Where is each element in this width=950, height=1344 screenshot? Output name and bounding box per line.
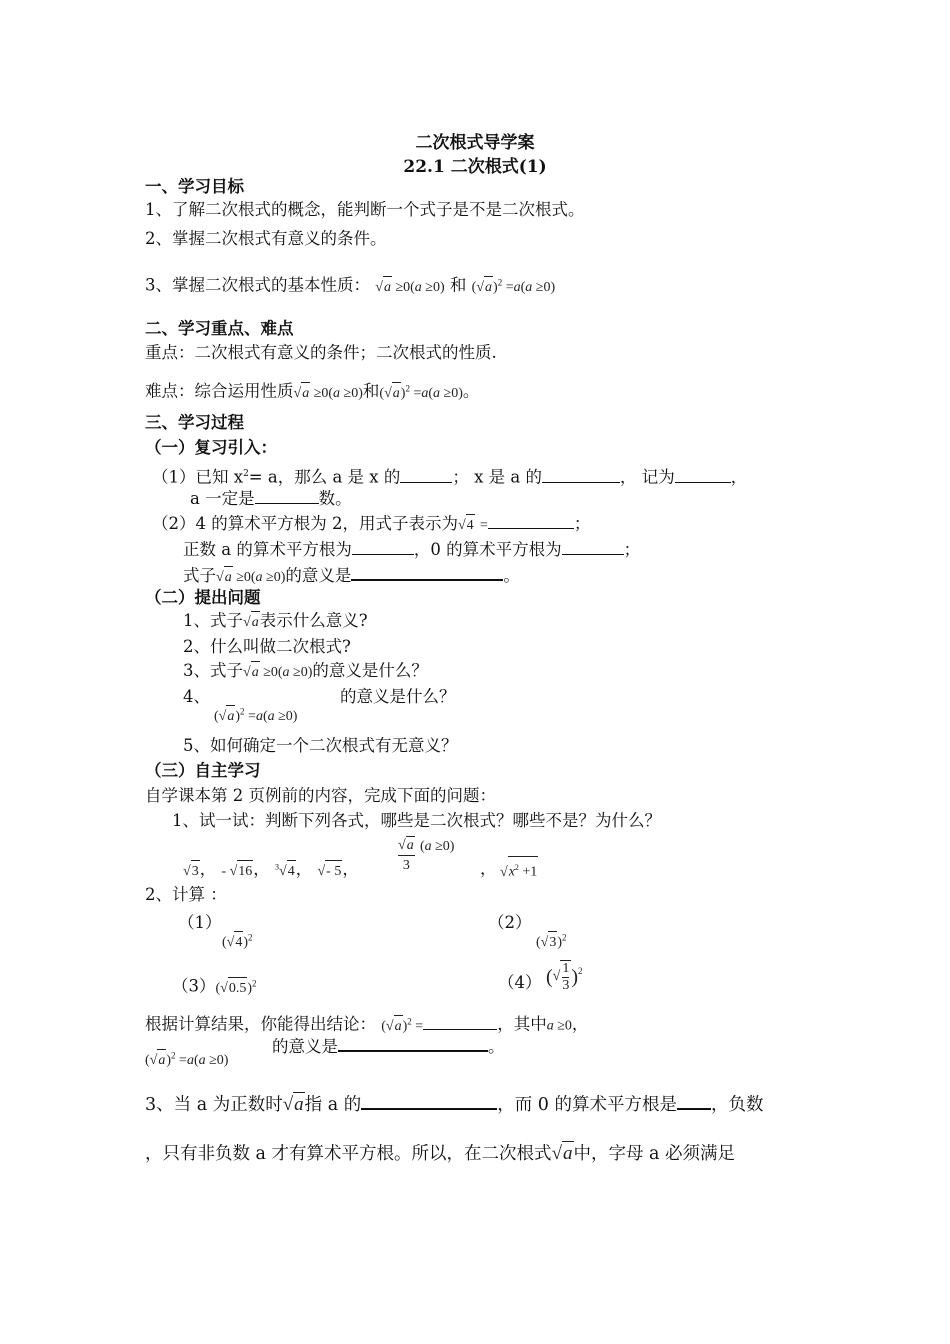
part-heading-selfstudy: （三）自主学习 — [145, 761, 261, 780]
difficult-point — [145, 377, 479, 405]
comma: ， — [342, 859, 359, 879]
q1-text-d: ， 记为 — [619, 467, 675, 487]
conclusion-text-e: 。 — [488, 1037, 505, 1056]
review-question-2 — [152, 512, 590, 537]
question-item-4-formula — [214, 700, 297, 728]
comma: ， — [295, 859, 313, 879]
conclusion-text-a: 根据计算结果，你能得出结论： — [145, 1014, 376, 1034]
blank-q1-1[interactable] — [400, 466, 452, 483]
question-3-line-2 — [145, 1141, 735, 1166]
question-item-4-text: 的意义是什么？ — [340, 687, 456, 706]
blank-q2-1[interactable] — [488, 512, 574, 529]
comma: ， — [253, 859, 270, 879]
difficult-point-and: 和 — [362, 381, 380, 401]
try-it: 1、试一试：判断下列各式，哪些是二次根式？哪些不是？为什么？ — [172, 811, 661, 830]
page-subtitle: 22.1 二次根式(1) — [403, 157, 547, 177]
conclusion-text-d: 的意义是 — [272, 1037, 338, 1056]
formula-sqrt-a-nonneg: √a ≥0(a ≥0) — [375, 280, 444, 295]
blank-q2-4[interactable] — [351, 563, 503, 581]
review-question-2-line3 — [183, 563, 520, 589]
formula-sqrt-a-squared: $(√a)^2 =a(a \ge 0)$ — [214, 709, 297, 724]
page-title: 二次根式导学案 — [415, 133, 535, 153]
expr-sqrt-x2-plus-1: $√x^2 +1$ — [500, 856, 538, 884]
expr-neg-sqrt-16: - √16 — [221, 864, 253, 879]
formula-sqrt-a-squared-lhs: $(√a)^2$ = — [381, 1019, 423, 1034]
section-heading-keypoints: 二、学习重点、难点 — [145, 319, 294, 338]
expr-sqrt-a-over-3: $\frac{√a}{3}$ $^{(a \ge 0)}$ — [398, 838, 455, 873]
formula-sqrt-a-squared: $(√a)^2 =a(a \ge 0)$ — [145, 1053, 228, 1068]
expressions-row — [183, 856, 359, 883]
calc-label-3: （3） — [172, 976, 216, 996]
q2-text-f: ； — [623, 540, 641, 559]
q2-text-d: 正数 a 的算术平方根为 — [183, 540, 352, 559]
blank-q1-4[interactable] — [255, 487, 319, 504]
review-question-1 — [152, 463, 747, 489]
q3-text-f: 中，字母 a 必须满足 — [573, 1144, 736, 1164]
calc-row-2 — [172, 972, 257, 1000]
objective-2: 2、掌握二次根式有意义的条件。 — [145, 229, 387, 248]
calc-expr-3: $(√0.5)^2$ — [216, 981, 257, 996]
blank-q3-2[interactable] — [677, 1092, 711, 1110]
calc-label-1: （1） — [178, 913, 222, 932]
expr-sqrt-3: √3 — [183, 864, 200, 879]
q2-equals: = — [479, 518, 488, 533]
question-item-4-label: 4、 — [183, 687, 210, 706]
question-item-2: 2、什么叫做二次根式? — [183, 637, 351, 656]
formula-sqrt-a: √a — [243, 615, 260, 630]
review-question-2-line2 — [183, 538, 640, 561]
formula-sqrt-a-nonneg: √a ≥0(a ≥0) — [216, 570, 285, 585]
calc-label-2: （2） — [488, 913, 532, 932]
blank-q2-2[interactable] — [352, 538, 414, 555]
section-heading-process: 三、学习过程 — [145, 413, 244, 432]
q2-text-i: 。 — [503, 566, 520, 585]
calc-label-4: （4） — [498, 973, 542, 992]
q1-text-a: （1）已知 x — [152, 467, 244, 487]
item1-text-b: 表示什么意义? — [259, 611, 368, 630]
conclusion-line-1: 根据计算结果，你能得出结论： $(√a)^2$ = ，其中a ≥0， — [145, 1010, 588, 1038]
question-item-5: 5、如何确定一个二次根式有无意义？ — [183, 736, 458, 755]
formula-sqrt-a: √a — [551, 1143, 573, 1164]
blank-conclusion-1[interactable] — [423, 1013, 497, 1030]
difficult-point-text: 难点：综合运用性质 — [145, 381, 294, 401]
formula-sqrt-a-nonneg: √a ≥0(a ≥0) — [243, 665, 312, 680]
q2-text-e: ，0 的算术平方根为 — [413, 540, 562, 559]
item3-text-a: 3、式子 — [183, 661, 243, 680]
q1-sup: 2 — [243, 469, 249, 479]
q1-text-b: = a，那么 a 是 x 的 — [248, 467, 401, 487]
part-heading-questions: （二）提出问题 — [145, 588, 261, 607]
blank-q3-1[interactable] — [361, 1092, 497, 1110]
review-question-1-cont — [190, 487, 352, 510]
calc-expr-2: $(√3)^2$ — [536, 926, 567, 954]
q3-text-b: 指 a 的 — [304, 1095, 362, 1115]
blank-conclusion-2[interactable] — [338, 1034, 488, 1052]
difficult-point-end: 。 — [462, 381, 480, 401]
q2-text-c: ； — [573, 514, 591, 533]
objective-3-text: 3、掌握二次根式的基本性质： — [145, 275, 370, 295]
calc-expr-1: $(√4)^2$ — [222, 926, 253, 954]
q2-text-h: 的意义是 — [285, 566, 352, 585]
comma: ， — [199, 859, 217, 879]
key-point: 重点：二次根式有意义的条件；二次根式的性质. — [145, 343, 497, 362]
q2-text-g: 式子 — [183, 566, 216, 585]
calc-heading: 2、计算 ： — [145, 885, 227, 904]
formula-sqrt-a: √a — [282, 1094, 304, 1115]
q1-text-c: ； x 是 a 的 — [452, 467, 542, 487]
expr-comma-5: ， — [480, 859, 497, 878]
blank-q2-3[interactable] — [562, 538, 624, 555]
blank-q1-3[interactable] — [675, 466, 731, 483]
formula-sqrt-a-nonneg: √a ≥0(a ≥0) — [294, 386, 363, 401]
conclusion-text-c: ， — [571, 1014, 589, 1034]
conclusion-line-2 — [272, 1034, 505, 1058]
objective-3 — [145, 271, 555, 299]
formula-sqrt-4: √4 — [458, 518, 475, 533]
objective-3-and: 和 — [449, 275, 467, 295]
item3-text-b: 的意义是什么？ — [312, 661, 428, 680]
question-3-line-1 — [145, 1092, 763, 1117]
conclusion-text-b: ，其中 — [497, 1014, 547, 1034]
q1-text-g: 数。 — [318, 489, 352, 508]
calc-expr-4: (√ $\frac{1}{3}$ )$^2$ — [546, 961, 583, 993]
q3-text-d: ，负数 — [710, 1095, 764, 1115]
q2-text-a: （2）4 的算术平方根为 2，用式子表示为 — [152, 514, 458, 533]
expr-sqrt-neg5: √- 5 — [317, 864, 342, 879]
item1-text-a: 1、式子 — [183, 611, 243, 630]
q3-text-e: ，只有非负数 a 才有算术平方根。所以，在二次根式 — [145, 1144, 552, 1164]
question-item-3 — [183, 660, 428, 684]
q3-text-a: 3、当 a 为正数时 — [145, 1095, 283, 1115]
part-heading-review: （一）复习引入： — [145, 438, 277, 457]
question-item-1 — [183, 610, 368, 634]
formula-sqrt-a-squared: $(√a)^2 =a(a \ge 0)$ — [472, 280, 555, 295]
blank-q1-2[interactable] — [542, 466, 620, 483]
q1-text-e: ， — [730, 467, 748, 487]
q1-text-f: a 一定是 — [190, 489, 255, 508]
objective-1: 1、了解二次根式的概念，能判断一个式子是不是二次根式。 — [145, 200, 585, 219]
q3-text-c: ，而 0 的算术平方根是 — [497, 1095, 677, 1115]
expr-cbrt-4: $^3$√4 — [275, 864, 296, 879]
section-heading-objectives: 一、学习目标 — [145, 177, 244, 196]
selfstudy-intro: 自学课本第 2 页例前的内容，完成下面的问题： — [145, 786, 496, 805]
formula-sqrt-a-squared: $(√a)^2 =a(a \ge 0)$ — [379, 386, 462, 401]
conclusion-formula — [145, 1044, 228, 1072]
